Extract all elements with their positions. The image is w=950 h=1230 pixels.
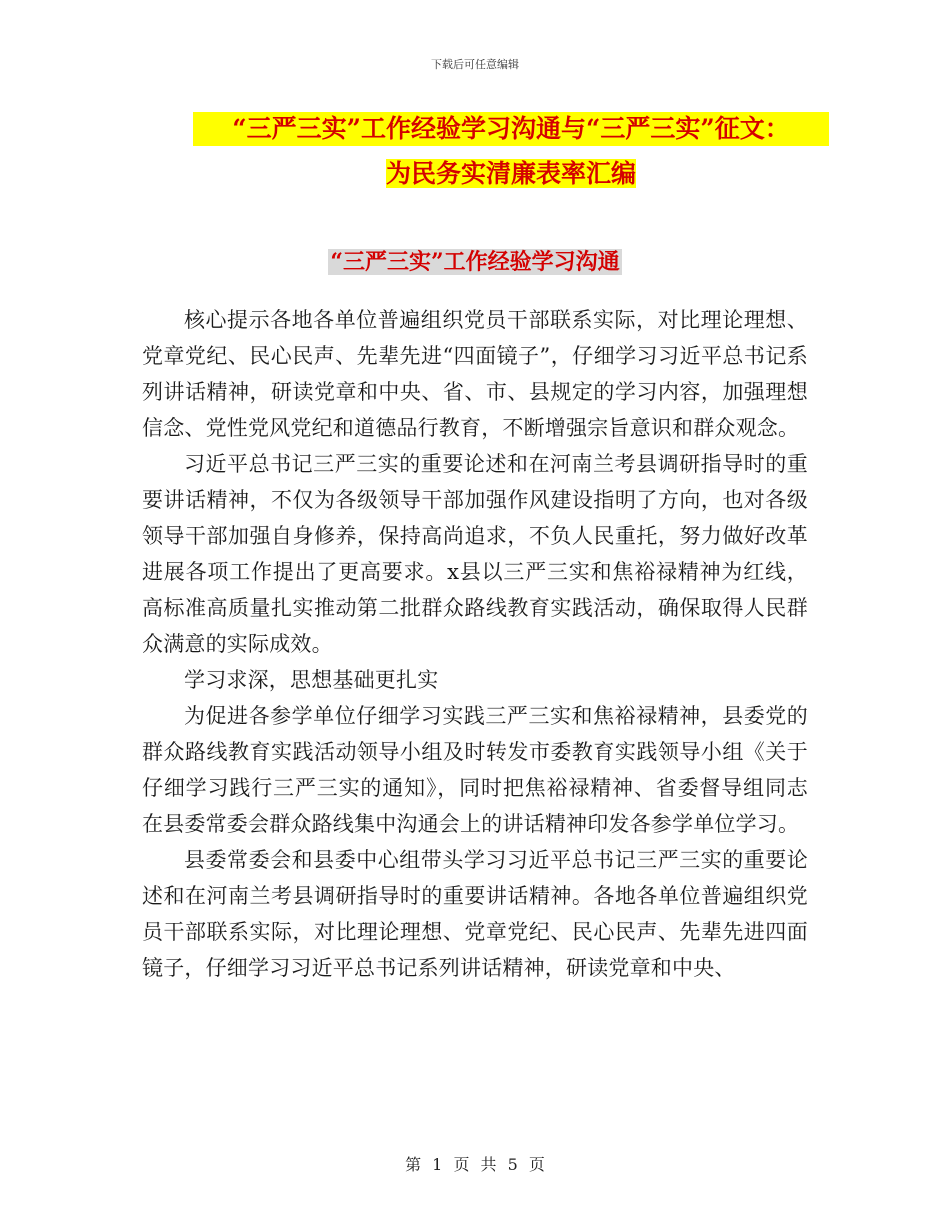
page-footer: 第 1 页 共 5 页 — [405, 1155, 545, 1174]
document-title-line-1 — [193, 112, 829, 146]
paragraph: 核心提示各地各单位普遍组织党员干部联系实际，对比理论理想、党章党纪、民心民声、先辈先进“四面镜子”，仔细学习习近平总书记系列讲话精神，研读党章和中央、省、市、县规定的学习内容，加强理想信念、党性党风党纪和道德品行教育，不断增强宗旨意识和群众观念。 — [142, 308, 808, 440]
header-note: 下载后可任意编辑 — [431, 58, 519, 71]
section-heading: 学习求深，思想基础更扎实 — [184, 668, 439, 692]
section-title-text: “三严三实”工作经验学习沟通 — [330, 249, 620, 275]
section-title — [0, 245, 950, 279]
paragraph: 为促进各参学单位仔细学习实践三严三实和焦裕禄精神，县委党的群众路线教育实践活动领导小组及时转发市委教育实践领导小组《关于仔细学习践行三严三实的通知》，同时把焦裕禄精神、省委督导组同志在县委常委会群众路线集中沟通会上的讲话精神印发各参学单位学习。 — [142, 704, 808, 836]
document-body — [142, 302, 808, 986]
title-highlight-1: “三严三实”工作经验学习沟通与“三严三实”征文： — [193, 112, 829, 146]
paragraph: 习近平总书记三严三实的重要论述和在河南兰考县调研指导时的重要讲话精神，不仅为各级领导干部加强作风建设指明了方向，也对各级领导干部加强自身修养，保持高尚追求，不负人民重托，努力做好改革进展各项工作提出了更高要求。x县以三严三实和焦裕禄精神为红线，高标准高质量扎实推动第二批群众路线教育实践活动，确保取得人民群众满意的实际成效。 — [142, 452, 808, 656]
document-title-line-2 — [193, 157, 829, 191]
paragraph: 县委常委会和县委中心组带头学习习近平总书记三严三实的重要论述和在河南兰考县调研指导时的重要讲话精神。各地各单位普遍组织党员干部联系实际，对比理论理想、党章党纪、民心民声、先辈先进四面镜子，仔细学习习近平总书记系列讲话精神，研读党章和中央、 — [142, 848, 808, 980]
title-highlight-2: 为民务实清廉表率汇编 — [385, 159, 636, 188]
